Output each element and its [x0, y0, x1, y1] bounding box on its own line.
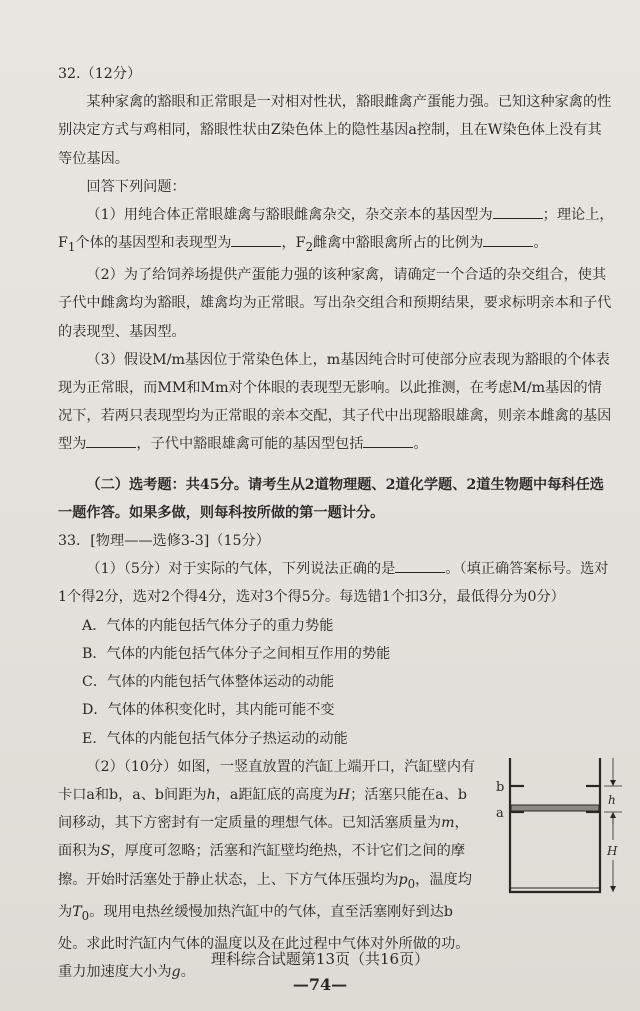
- var-h: h: [206, 786, 216, 803]
- answer-blank: [86, 431, 136, 448]
- q33-option-b: B．气体的内能包括气体分子之间相互作用的势能: [82, 645, 391, 662]
- q33-part2-text-b: ，a距缸底的高度为: [215, 786, 338, 803]
- subscript: 0: [407, 876, 416, 891]
- q32-part1: [58, 201, 614, 261]
- arrowhead: [610, 886, 616, 892]
- q32-part3-text-c: 。: [413, 436, 428, 453]
- piston: [511, 805, 599, 811]
- q33-part2-text-g: 。现用电热丝缓慢加热汽缸中的气体，直至活塞刚好到达b处。求此时汽缸内气体的温度以及在此过程中气体对外所做的功。重力加速度大小为: [58, 903, 470, 980]
- q32-part1-text-b: ；理论上，F: [58, 207, 614, 252]
- page-number: —74—: [292, 975, 348, 994]
- q33-part1-text-a: （1）（5分）对于实际的气体，下列说法正确的是: [86, 561, 396, 578]
- answer-blank: [231, 230, 281, 247]
- q33-part1: [58, 555, 614, 611]
- q33-part2-text-f: ，温度均为: [58, 871, 472, 920]
- cylinder-diagram: [496, 752, 626, 902]
- q32-header: 32.（12分）: [58, 66, 142, 82]
- q32-part1-text-a: （1）用纯合体正常眼雄禽与豁眼雌禽杂交，杂交亲本的基因型为: [86, 207, 493, 224]
- var-H: H: [337, 786, 351, 803]
- q32-part3: [58, 346, 614, 459]
- var-g: g: [171, 963, 181, 980]
- q33-option-a: A．气体的内能包括气体分子的重力势能: [82, 617, 334, 634]
- subscript: 2: [305, 240, 314, 255]
- section2-instructions: （二）选考题：共45分。请考生从2道物理题、2道化学题、2道生物题中每科任选一题作答。如果多做，则每科按所做的第一题计分。: [58, 476, 604, 521]
- q32-part1-text-d: ，F: [281, 235, 306, 252]
- q33-part2-text-a: （2）（10分）如图，一竖直放置的汽缸上端开口，汽缸壁内有卡口a和b，a、b间距为: [58, 758, 476, 803]
- q32-answer-prompt: 回答下列问题：: [86, 178, 186, 195]
- q33-part2-text-d: ，面积为: [58, 815, 469, 860]
- label-b: b: [496, 780, 505, 795]
- answer-blank: [395, 556, 445, 573]
- q33-part1-text-b: 。（填正确答案标号。选对1个得2分，选对2个得4分，选对3个得5分。每选错1个扣3分，最低得分为0分）: [58, 561, 609, 606]
- answer-blank: [483, 230, 533, 247]
- q32-part3-text-b: ，子代中豁眼雄禽可能的基因型包括: [136, 436, 364, 453]
- label-h: h: [608, 793, 616, 807]
- q33-part2-text-e: ，厚度可忽略；活塞和汽缸壁均绝热，不计它们之间的摩擦。开始时活塞处于静止状态，上、下方气体压强均为: [58, 843, 466, 888]
- answer-blank: [493, 202, 543, 219]
- q33-part2-text-end: 。: [180, 963, 195, 980]
- var-p: p: [398, 871, 408, 888]
- arrowhead: [610, 780, 616, 786]
- var-m: m: [441, 815, 455, 832]
- q32-part2: （2）为了给饲养场提供产蛋能力强的该种家禽，请确定一个合适的杂交组合，使其子代中雌禽均为豁眼，雄禽均为正常眼。写出杂交组合和预期结果，要求标明亲本和子代的表现型、基因型。: [58, 267, 612, 340]
- var-S: S: [100, 843, 111, 860]
- page-footer: 理科综合试题第13页（共16页）: [210, 950, 430, 968]
- q32-intro: 某种家禽的豁眼和正常眼是一对相对性状，豁眼雌禽产蛋能力强。已知这种家禽的性别决定方式与鸡相同，豁眼性状由Z染色体上的隐性基因a控制，且在W染色体上没有其等位基因。: [58, 94, 612, 167]
- q33-option-d: D．气体的体积变化时，其内能可能不变: [82, 702, 335, 719]
- subscript: 0: [81, 908, 90, 923]
- q33-part2-text-c: ；活塞只能在a、b间移动，其下方密封有一定质量的理想气体。已知活塞质量为: [58, 786, 467, 832]
- var-T: T: [72, 903, 82, 920]
- q33-header: 33．[物理——选修3-3]（15分）: [58, 533, 270, 550]
- q33-option-c: C．气体的内能包括气体整体运动的动能: [82, 674, 335, 691]
- q32-part1-text-f: 。: [533, 235, 548, 252]
- answer-blank: [363, 431, 413, 448]
- cylinder-wall: [510, 758, 600, 892]
- subscript: 1: [67, 240, 76, 255]
- label-H: H: [607, 844, 618, 858]
- q33-option-e: E．气体的内能包括气体分子热运动的动能: [82, 730, 348, 747]
- label-a: a: [496, 806, 504, 821]
- q32-part1-text-c: 个体的基因型和表现型为: [75, 235, 232, 252]
- q32-part1-text-e: 雌禽中豁眼禽所占的比例为: [313, 235, 484, 252]
- q32-part3-text-a: （3）假设M/m基因位于常染色体上，m基因纯合时可使部分应表现为豁眼的个体表现为正常眼，而MM和Mm对个体眼的表现型无影响。以此推测，在考虑M/m基因的情况下，若两只表现型均为正常眼的亲本交配，其子代中出现豁眼雄禽，则亲本雌禽的基因型为: [58, 351, 612, 453]
